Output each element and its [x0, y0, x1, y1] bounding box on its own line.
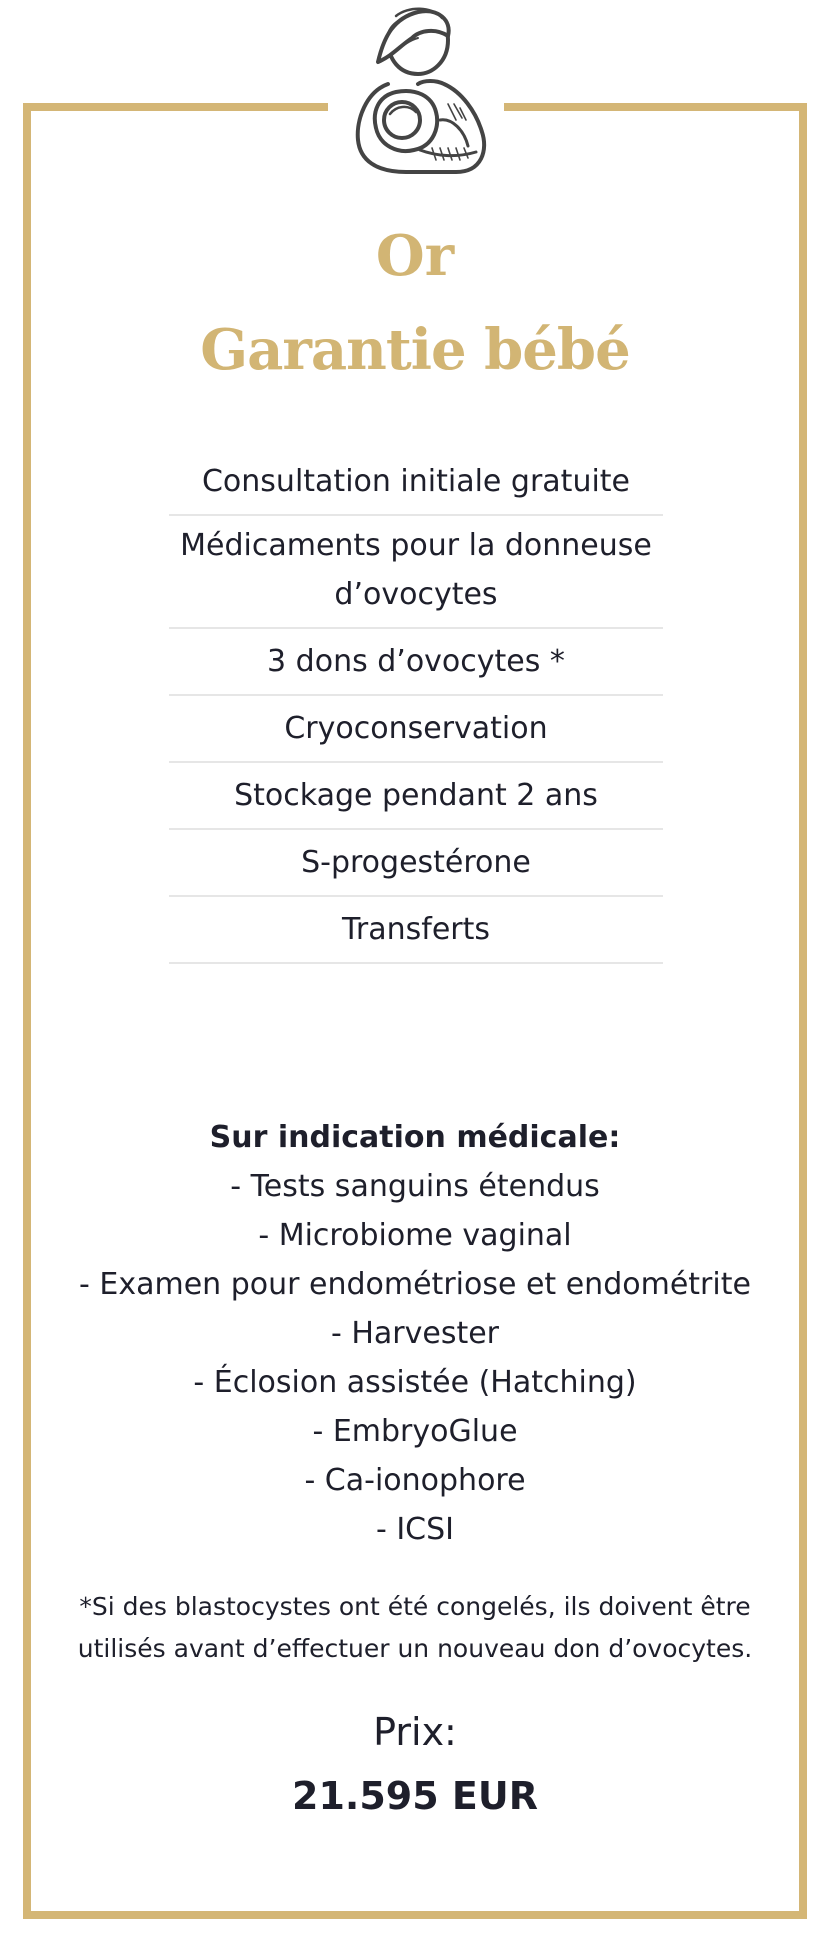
feature-list [169, 449, 663, 964]
indication-item: - ICSI [375, 1512, 455, 1547]
feature-item: Médicaments pour la donneuse d’ovocytes [169, 516, 663, 629]
price-value: 21.595 EUR [292, 1774, 538, 1818]
feature-item: Consultation initiale gratuite [169, 449, 663, 516]
indication-item: - Microbiome vaginal [258, 1218, 572, 1253]
indication-item: - EmbryoGlue [312, 1414, 518, 1449]
indication-item: - Examen pour endométriose et endométrite [79, 1267, 751, 1302]
tier-name: Or [375, 223, 455, 289]
feature-item: Stockage pendant 2 ans [169, 763, 663, 830]
feature-item: Transferts [169, 897, 663, 964]
indication-item: - Tests sanguins étendus [230, 1169, 600, 1204]
feature-item: 3 dons d’ovocytes * [169, 629, 663, 696]
footnote: *Si des blastocystes ont été congelés, ils doivent être utilisés avant d’effectuer un nouveau don d’ovocytes. [77, 1592, 753, 1663]
medical-indication-heading: Sur indication médicale: [209, 1120, 621, 1155]
indication-item: - Éclosion assistée (Hatching) [193, 1365, 637, 1400]
feature-item: Cryoconservation [169, 696, 663, 763]
feature-item: S-progestérone [169, 830, 663, 897]
package-title: Garantie bébé [200, 317, 630, 383]
mother-holding-baby-icon [336, 0, 496, 180]
indication-item: - Harvester [330, 1316, 500, 1351]
icon-container [328, 0, 504, 185]
indication-item: - Ca-ionophore [304, 1463, 526, 1498]
price-label: Prix: [373, 1710, 457, 1754]
medical-indication-section [0, 1113, 830, 1554]
